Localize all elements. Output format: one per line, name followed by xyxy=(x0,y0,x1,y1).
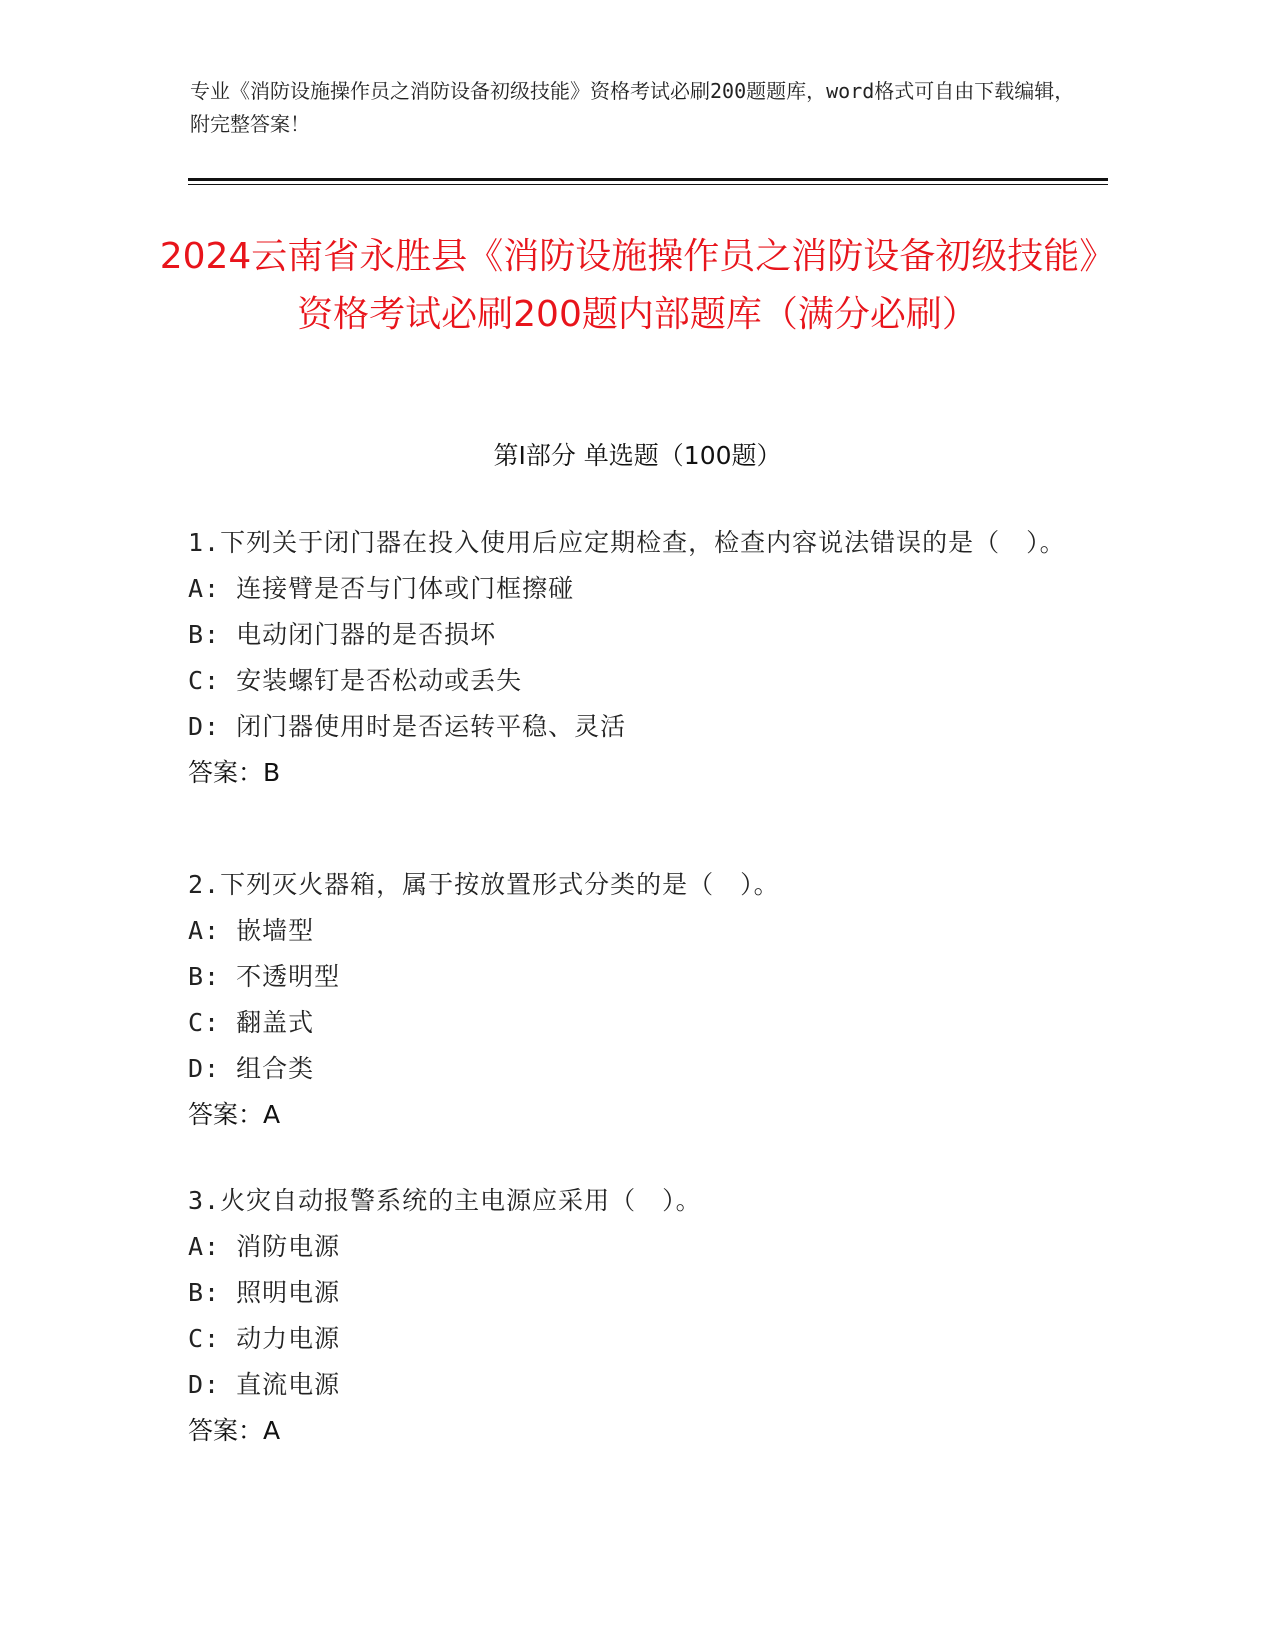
question-3 xyxy=(188,1178,1088,1454)
question-stem: 1.下列关于闭门器在投入使用后应定期检查，检查内容说法错误的是（ ）。 xyxy=(188,528,1066,557)
answer: 答案：A xyxy=(188,1100,281,1129)
answer: 答案：B xyxy=(188,758,281,787)
option-a: A: 消防电源 xyxy=(188,1232,341,1261)
option-d: D: 组合类 xyxy=(188,1054,315,1083)
option-b: B: 照明电源 xyxy=(188,1278,341,1307)
answer: 答案：A xyxy=(188,1416,281,1445)
header-note: 专业《消防设施操作员之消防设备初级技能》资格考试必刷200题题库，word格式可自由下载编辑，附完整答案！ xyxy=(190,79,1075,136)
header-divider xyxy=(188,178,1108,181)
option-c: C: 安装螺钉是否松动或丢失 xyxy=(188,666,523,695)
option-a: A: 嵌墙型 xyxy=(188,916,315,945)
document-title: 2024云南省永胜县《消防设施操作员之消防设备初级技能》资格考试必刷200题内部题库（满分必刷） xyxy=(159,236,1116,335)
question-2 xyxy=(188,862,1088,1138)
option-b: B: 电动闭门器的是否损坏 xyxy=(188,620,497,649)
option-d: D: 直流电源 xyxy=(188,1370,341,1399)
question-stem: 2.下列灭火器箱，属于按放置形式分类的是（ ）。 xyxy=(188,870,780,899)
section-heading: 第I部分 单选题（100题） xyxy=(493,441,782,470)
header-divider-thin xyxy=(188,184,1108,185)
question-stem: 3.火灾自动报警系统的主电源应采用（ ）。 xyxy=(188,1186,702,1215)
option-c: C: 翻盖式 xyxy=(188,1008,315,1037)
option-d: D: 闭门器使用时是否运转平稳、灵活 xyxy=(188,712,627,741)
option-b: B: 不透明型 xyxy=(188,962,341,991)
question-1 xyxy=(188,520,1088,796)
option-a: A: 连接臂是否与门体或门框擦碰 xyxy=(188,574,575,603)
option-c: C: 动力电源 xyxy=(188,1324,341,1353)
